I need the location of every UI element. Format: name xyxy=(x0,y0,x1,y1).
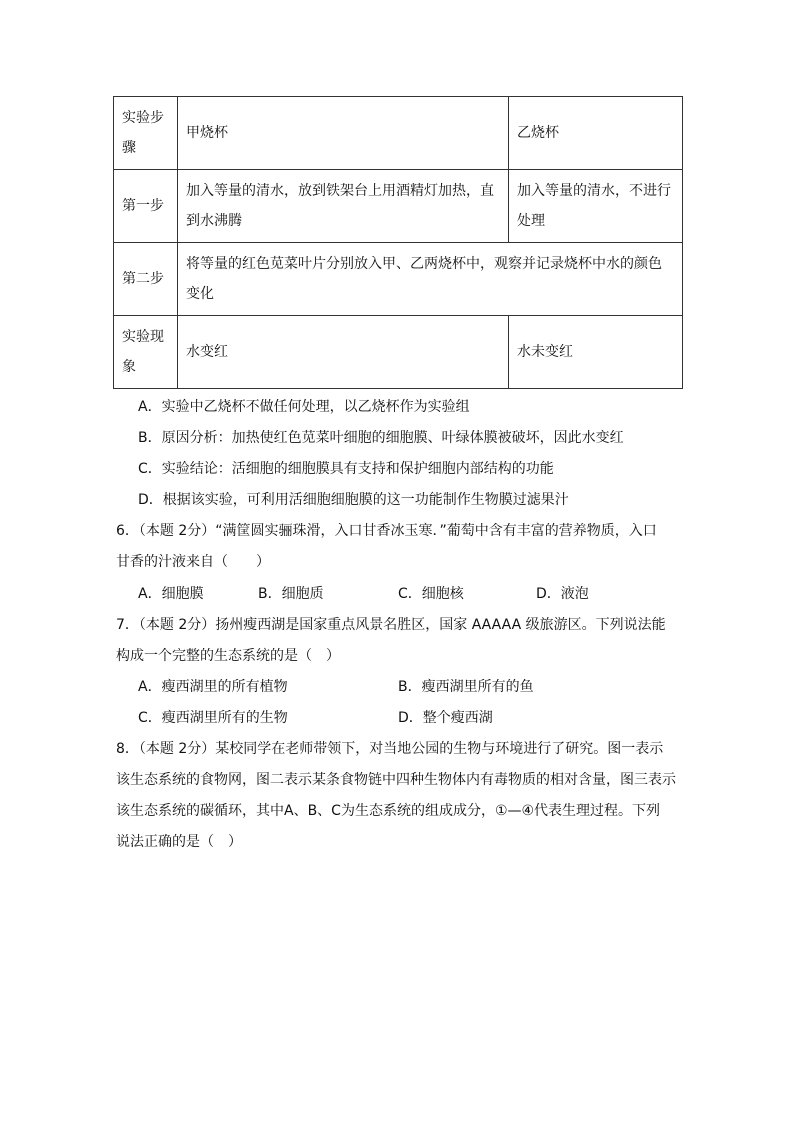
step1-label-cell: 第一步 xyxy=(114,170,178,243)
result-yi-cell: 水未变红 xyxy=(509,316,683,389)
q8-stem-line4: 说法正确的是（ ） xyxy=(116,834,242,850)
header-beaker-jia-cell: 甲烧杯 xyxy=(178,97,509,170)
q6-stem-line2: 甘香的汁液来自（ ） xyxy=(116,554,270,570)
step2-label-cell: 第二步 xyxy=(114,243,178,316)
q7-stem-line2: 构成一个完整的生态系统的是（ ） xyxy=(116,648,340,664)
q5-option-b: B．原因分析：加热使红色苋菜叶细胞的细胞膜、叶绿体膜被破坏，因此水变红 xyxy=(138,430,624,446)
q7-option-b: B．瘦西湖里所有的鱼 xyxy=(398,679,534,695)
q7-option-d: D．整个瘦西湖 xyxy=(398,710,493,726)
q8-stem-line3: 该生态系统的碳循环，其中A、B、C为生态系统的组成成分，①—④代表生理过程。下列 xyxy=(116,803,661,819)
q5-option-a: A．实验中乙烧杯不做任何处理，以乙烧杯作为实验组 xyxy=(138,399,470,415)
table-row xyxy=(114,243,683,316)
q6-option-b: B．细胞质 xyxy=(258,586,324,602)
table-row xyxy=(114,97,683,170)
table-row xyxy=(114,316,683,389)
header-beaker-yi-cell: 乙烧杯 xyxy=(509,97,683,170)
step2-text-cell: 将等量的红色苋菜叶片分别放入甲、乙两烧杯中，观察并记录烧杯中水的颜色变化 xyxy=(178,243,683,316)
q8-stem-line2: 该生态系统的食物网，图二表示某条食物链中四种生物体内有毒物质的相对含量，图三表示 xyxy=(116,772,676,788)
table-row xyxy=(114,170,683,243)
result-label-cell: 实验现象 xyxy=(114,316,178,389)
step1-yi-cell: 加入等量的清水，不进行处理 xyxy=(509,170,683,243)
q6-option-a: A．细胞膜 xyxy=(138,586,204,602)
q7-option-a: A．瘦西湖里的所有植物 xyxy=(138,679,288,695)
q5-option-d: D．根据该实验，可利用活细胞细胞膜的这一功能制作生物膜过滤果汁 xyxy=(138,492,569,508)
q7-stem-line1: 7．（本题 2分）扬州瘦西湖是国家重点风景名胜区，国家 AAAAA 级旅游区。下列说法能 xyxy=(116,617,666,633)
experiment-table xyxy=(113,96,683,389)
result-jia-cell: 水变红 xyxy=(178,316,509,389)
q5-option-c: C．实验结论：活细胞的细胞膜具有支持和保护细胞内部结构的功能 xyxy=(138,461,554,477)
q7-option-c: C．瘦西湖里所有的生物 xyxy=(138,710,288,726)
q6-stem-line1: 6．（本题 2分）“满筐圆实骊珠滑，入口甘香冰玉寒．”葡萄中含有丰富的营养物质，入口 xyxy=(116,523,657,539)
step1-jia-cell: 加入等量的清水，放到铁架台上用酒精灯加热，直到水沸腾 xyxy=(178,170,509,243)
q6-option-c: C．细胞核 xyxy=(398,586,464,602)
q6-option-d: D．液泡 xyxy=(536,586,589,602)
q8-stem-line1: 8．（本题 2分）某校同学在老师带领下，对当地公园的生物与环境进行了研究。图一表示 xyxy=(116,741,664,757)
header-steps-cell: 实验步骤 xyxy=(114,97,178,170)
